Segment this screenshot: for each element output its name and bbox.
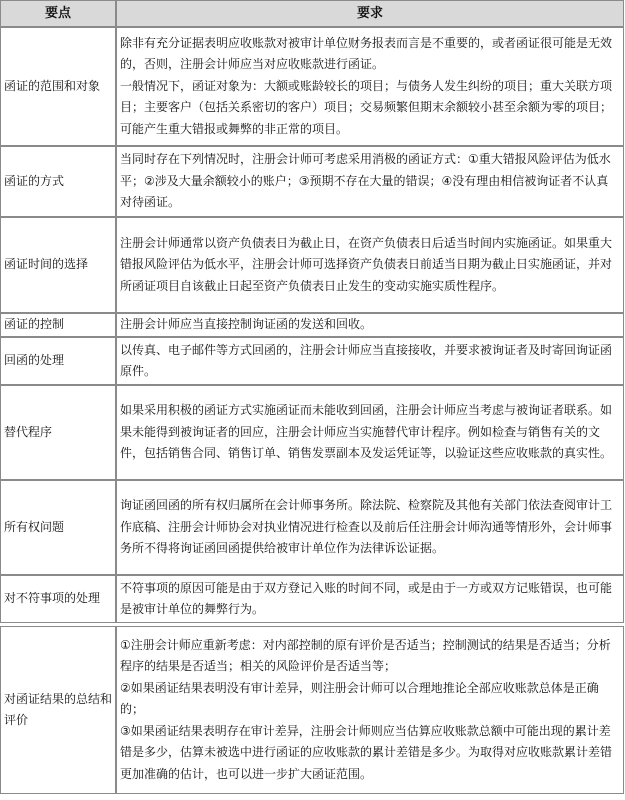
table-row (0, 146, 624, 217)
row-requirement (116, 27, 624, 146)
requirement-paragraph: 如果采用积极的函证方式实施函证而未能收到回函，注册会计师应当考虑与被询证者联系。如果未能得到被询证者的回应，注册会计师应当实施替代审计程序。例如检查与销售有关的文件，包括销售合同、销售订单、销售发票副本及发运凭证等，以验证这些应收账款的真实性。 (120, 403, 613, 461)
table-row (0, 626, 624, 794)
row-requirement (116, 313, 624, 337)
table-row (0, 385, 624, 480)
row-point: 函证时间的选择 (0, 217, 116, 313)
row-point: 函证的控制 (0, 313, 116, 337)
requirement-paragraph: 询证函回函的所有权归属所在会计师事务所。除法院、检察院及其他有关部门依法查阅审计工作底稿、注册会计师协会对执业情况进行检查以及前后任注册会计师沟通等情形外，会计师事务所不得将询证函回函提供给被审计单位作为法律诉讼证据。 (120, 498, 613, 556)
header-point: 要点 (0, 0, 116, 27)
table-row (0, 313, 624, 337)
requirement-paragraph: 以传真、电子邮件等方式回函的，注册会计师应当直接接收，并要求被询证者及时寄回询证函原件。 (120, 342, 613, 378)
table-body (0, 27, 624, 794)
row-requirement (116, 626, 624, 794)
row-point: 替代程序 (0, 385, 116, 480)
row-point: 对函证结果的总结和评价 (0, 626, 116, 794)
requirement-paragraph: 注册会计师通常以资产负债表日为截止日，在资产负债表日后适当时间内实施函证。如果重大错报风险评估为低水平，注册会计师可选择资产负债表日前适当日期为截止日实施函证，并对所函证项目自该截止日起至资产负债表日止发生的变动实施实质性程序。 (120, 235, 613, 293)
table-row (0, 217, 624, 313)
table-header-row (0, 0, 624, 27)
header-requirement: 要求 (116, 0, 624, 27)
requirement-paragraph: 除非有充分证据表明应收账款对被审计单位财务报表而言是不重要的，或者函证很可能是无效的，否则，注册会计师应当对应收账款进行函证。 (120, 35, 613, 72)
row-point: 函证的范围和对象 (0, 27, 116, 146)
row-requirement (116, 480, 624, 575)
requirement-paragraph: ①注册会计师应重新考虑：对内部控制的原有评价是否适当；控制测试的结果是否适当；分析程序的结果是否适当；相关的风险评价是否适当等； (120, 637, 611, 674)
requirement-paragraph: 不符事项的原因可能是由于双方登记入账的时间不同，或是由于一方或双方记账错误，也可能是被审计单位的舞弊行为。 (120, 580, 613, 616)
table-row (0, 27, 624, 146)
row-requirement (116, 385, 624, 480)
requirement-paragraph: 当同时存在下列情况时，注册会计师可考虑采用消极的函证方式：①重大错报风险评估为低水平；②涉及大量余额较小的账户；③预期不存在大量的错误；④没有理由相信被询证者不认真对待函证。 (120, 152, 611, 210)
row-point: 函证的方式 (0, 146, 116, 217)
row-requirement (116, 337, 624, 385)
row-point: 所有权问题 (0, 480, 116, 575)
requirement-paragraph: 一般情况下，函证对象为：大额或账龄较长的项目；与债务人发生纠纷的项目；重大关联方项目；主要客户（包括关系密切的客户）项目；交易频繁但期末余额较小甚至余额为零的项目；可能产生重大错报或舞弊的非正常的项目。 (120, 78, 613, 136)
table-row (0, 337, 624, 385)
table-row (0, 575, 624, 623)
requirement-paragraph: ②如果函证结果表明没有审计差异，则注册会计师可以合理地推论全部应收账款总体是正确的； (120, 680, 599, 717)
row-requirement (116, 217, 624, 313)
row-requirement (116, 146, 624, 217)
row-requirement (116, 575, 624, 623)
row-point: 对不符事项的处理 (0, 575, 116, 623)
table-row (0, 480, 624, 575)
row-point: 回函的处理 (0, 337, 116, 385)
requirement-paragraph: ③如果函证结果表明存在审计差异，注册会计师则应当估算应收账款总额中可能出现的累计差错是多少，估算未被选中进行函证的应收账款的累计差错是多少。为取得对应收账款累计差错更加准确的估计，也可以进一步扩大函证范围。 (120, 723, 613, 781)
requirement-paragraph: 注册会计师应当直接控制询证函的发送和回收。 (120, 317, 373, 332)
